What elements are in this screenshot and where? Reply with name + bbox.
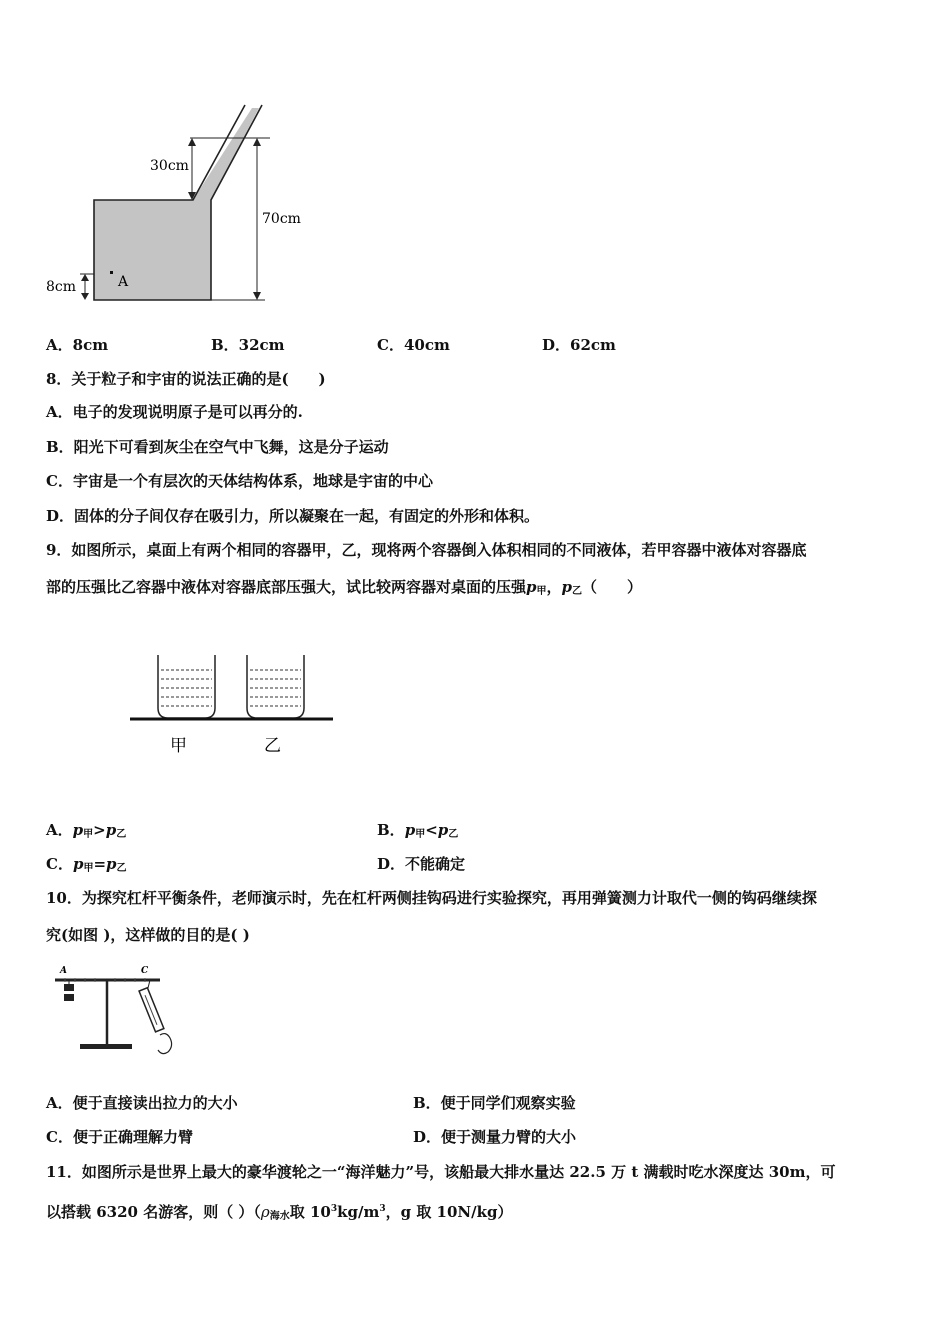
label-jia: 甲 [170, 736, 187, 756]
q9-option-b[interactable]: B．$p_甲<p_乙$ [377, 821, 459, 840]
label-70cm: 70cm [262, 211, 301, 227]
q8-stem: 8．关于粒子和宇宙的说法正确的是( ) [46, 370, 326, 388]
q8-option-d[interactable]: D．固体的分子间仅存在吸引力，所以凝聚在一起，有固定的外形和体积。 [46, 507, 540, 525]
q7-option-a[interactable]: A．8cm [46, 336, 109, 354]
q8-option-c[interactable]: C．宇宙是一个有层次的天体结构体系，地球是宇宙的中心 [46, 472, 433, 490]
label-yi: 乙 [264, 736, 281, 756]
q10-stem-line2: 究(如图 )，这样做的目的是( ) [46, 926, 250, 944]
q7-option-b[interactable]: B．32cm [211, 336, 285, 354]
q9-stem-line2: 部的压强比乙容器中液体对容器底部压强大，试比较两容器对桌面的压强$p_甲$，$p_乙$（ ） [46, 578, 643, 597]
label-point-a: A [118, 274, 129, 290]
q8-option-a[interactable]: A．电子的发现说明原子是可以再分的. [46, 403, 303, 421]
q8-option-b[interactable]: B．阳光下可看到灰尘在空气中飞舞，这是分子运动 [46, 438, 389, 456]
label-a: A [60, 966, 67, 976]
container-pressure-figure [40, 100, 330, 310]
q10-option-a[interactable]: A．便于直接读出拉力的大小 [46, 1094, 238, 1112]
label-c: C [141, 966, 149, 976]
weight-bottom [64, 994, 74, 1001]
q9-option-a[interactable]: A．$p_甲>p_乙$ [46, 821, 127, 840]
point-a-marker [110, 271, 113, 274]
q7-option-c[interactable]: C．40cm [377, 336, 450, 354]
label-8cm: 8cm [46, 279, 77, 295]
container-jia [158, 655, 215, 718]
q10-option-b[interactable]: B．便于同学们观察实验 [413, 1094, 576, 1112]
q9-stem-line2-text: 部的压强比乙容器中液体对容器底部压强大，试比较两容器对桌面的压强 [46, 578, 527, 596]
q10-option-c[interactable]: C．便于正确理解力臂 [46, 1128, 193, 1146]
q10-stem-line1: 10．为探究杠杆平衡条件，老师演示时，先在杠杆两侧挂钩码进行实验探究，再用弹簧测力计取代一侧的钩码继续探 [46, 889, 817, 907]
container-yi [247, 655, 304, 718]
q9-option-d[interactable]: D．不能确定 [377, 855, 466, 873]
label-30cm: 30cm [150, 158, 189, 174]
q9-stem-line1: 9．如图所示，桌面上有两个相同的容器甲，乙，现将两个容器倒入体积相同的不同液体，若甲容器中液体对容器底 [46, 541, 807, 559]
q11-stem-line2: 以搭载 6320 名游客，则（ ）（$\rho_{海水}$取 $10^3kg/m^3$，g 取 10N/kg） [46, 1203, 513, 1222]
liquid-fill [94, 108, 259, 300]
q10-option-d[interactable]: D．便于测量力臂的大小 [413, 1128, 577, 1146]
stand-base [80, 1044, 132, 1049]
two-containers-figure [125, 650, 345, 760]
q7-option-d[interactable]: D．62cm [542, 336, 616, 354]
weight-top [64, 984, 74, 991]
q11-stem-line1: 11．如图所示是世界上最大的豪华渡轮之一“海洋魅力”号，该船最大排水量达 22.5 万 t 满载时吃水深度达 30m，可 [46, 1163, 836, 1181]
hand [158, 1034, 172, 1054]
q9-option-c[interactable]: C．$p_甲=p_乙$ [46, 855, 127, 874]
lever-figure [40, 960, 200, 1060]
